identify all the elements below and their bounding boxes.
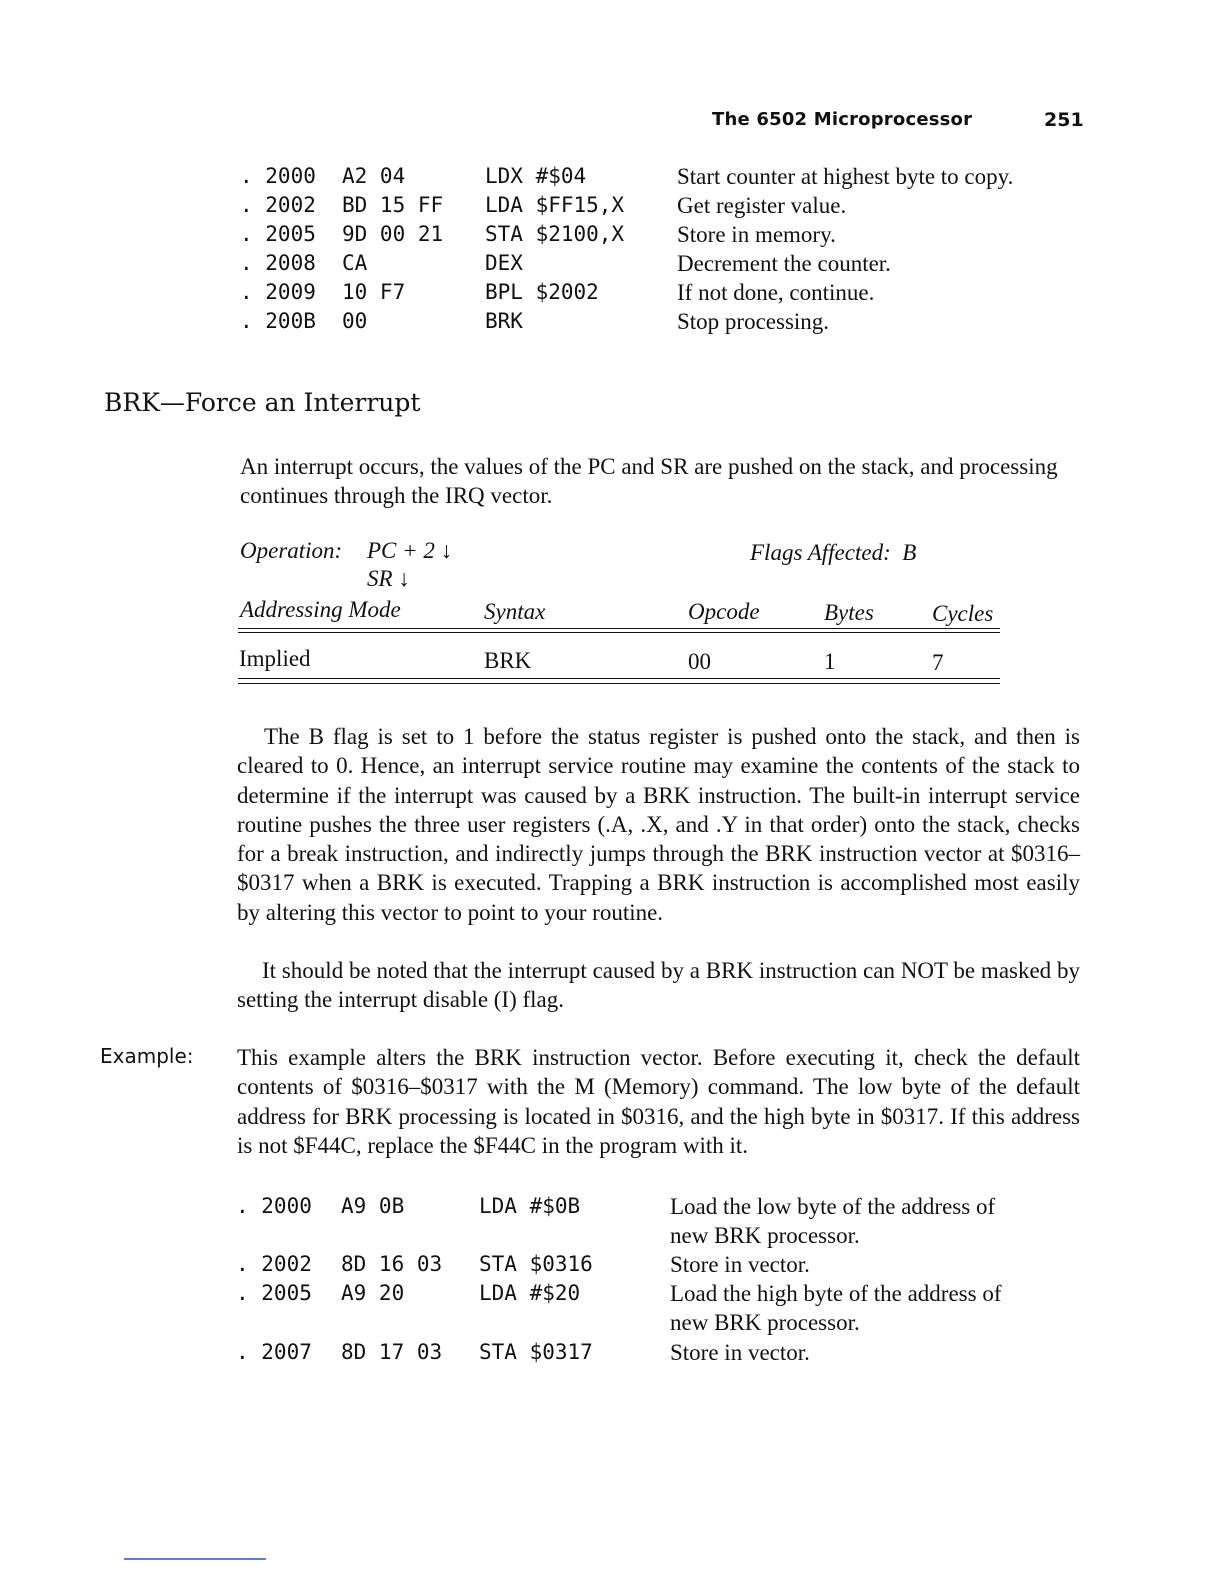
code-address: . 2007 xyxy=(236,1340,312,1364)
code-comment: Load the low byte of the address of xyxy=(670,1194,996,1219)
code-comment: Stop processing. xyxy=(677,309,830,334)
code-mnemonic: STA $2100,X xyxy=(485,222,625,246)
code-listing-2 xyxy=(236,1192,1096,1372)
code-mnemonic: LDA $FF15,X xyxy=(485,193,625,217)
code-mnemonic: BPL $2002 xyxy=(485,280,599,304)
operation-sr: SR ↓ xyxy=(367,566,410,591)
body-paragraph-2: It should be noted that the interrupt caused by a BRK instruction can NOT be masked by setting the interrupt disable (I) flag. xyxy=(237,958,1080,1013)
code-address: . 2009 xyxy=(240,280,316,304)
code-address: . 2005 xyxy=(240,222,316,246)
code-mnemonic: LDX #$04 xyxy=(485,164,587,188)
operation-label: Operation: xyxy=(240,538,343,563)
code-bytes: A9 20 xyxy=(341,1281,405,1305)
table-header-syntax: Syntax xyxy=(484,599,546,624)
code-mnemonic: DEX xyxy=(485,251,523,275)
footer-rule xyxy=(124,1558,266,1560)
code-address: . 2008 xyxy=(240,251,316,275)
code-line xyxy=(240,162,1100,191)
code-comment: Store in memory. xyxy=(677,222,836,247)
table-cell-cycles: 7 xyxy=(932,650,944,675)
code-comment-continued: new BRK processor. xyxy=(670,1223,860,1248)
table-header-addressing-mode: Addressing Mode xyxy=(240,597,401,622)
table-header-bytes: Bytes xyxy=(824,600,874,625)
operation-pc: PC + 2 ↓ xyxy=(367,538,453,563)
code-bytes: 00 xyxy=(342,309,368,333)
code-line xyxy=(240,278,1100,307)
table-cell-bytes: 1 xyxy=(824,649,836,674)
code-bytes: 8D 17 03 xyxy=(341,1340,443,1364)
code-address: . 2000 xyxy=(236,1194,312,1218)
code-address: . 2002 xyxy=(240,193,316,217)
table-header-cycles: Cycles xyxy=(932,601,994,626)
code-comment: Store in vector. xyxy=(670,1340,810,1365)
table-rule-top-2 xyxy=(238,632,1000,633)
code-mnemonic: STA $0316 xyxy=(479,1252,593,1276)
code-mnemonic: LDA #$0B xyxy=(479,1194,581,1218)
section-heading: BRK—Force an Interrupt xyxy=(104,388,421,417)
page-number: 251 xyxy=(1044,109,1084,131)
table-cell-opcode: 00 xyxy=(688,649,711,674)
code-comment: Get register value. xyxy=(677,193,847,218)
code-mnemonic: LDA #$20 xyxy=(479,1281,581,1305)
code-mnemonic: STA $0317 xyxy=(479,1340,593,1364)
code-line xyxy=(240,220,1100,249)
code-line xyxy=(240,191,1100,220)
code-comment: Start counter at highest byte to copy. xyxy=(677,164,1014,189)
code-comment: Decrement the counter. xyxy=(677,251,891,276)
flags-affected: Flags Affected: B xyxy=(750,540,917,565)
code-address: . 200B xyxy=(240,309,316,333)
code-bytes: A9 0B xyxy=(341,1194,405,1218)
code-comment: Load the high byte of the address of xyxy=(670,1281,1002,1306)
code-bytes: A2 04 xyxy=(342,164,406,188)
code-line xyxy=(240,307,1100,336)
code-mnemonic: BRK xyxy=(485,309,523,333)
body-paragraph-1: The B flag is set to 1 before the status register is pushed onto the stack, and then is cleared to 0. Hence, an interrupt service routine may examine the contents of the stack to determine if the interrupt was caused by a BRK instruction. The built-in interrupt service routine pushes the three user registers (.A, .X, and .Y in that order) onto the stack, checks for a break instruction, and indirectly jumps through the BRK instruction vector at $0316–$0317 when a BRK is executed. Trapping a BRK instruction is accomplished most easily by altering this vector to point to your routine. xyxy=(237,724,1080,925)
code-bytes: 9D 00 21 xyxy=(342,222,444,246)
code-bytes: CA xyxy=(342,251,368,275)
code-bytes: 8D 16 03 xyxy=(341,1252,443,1276)
intro-paragraph: An interrupt occurs, the values of the PC and SR are pushed on the stack, and processing continues through the IRQ vector. xyxy=(240,454,1058,508)
code-listing-1 xyxy=(240,162,1100,336)
table-cell-syntax: BRK xyxy=(484,648,532,673)
running-header-title: The 6502 Microprocessor xyxy=(712,109,973,130)
code-comment: Store in vector. xyxy=(670,1252,810,1277)
code-comment-continued: new BRK processor. xyxy=(670,1310,860,1335)
code-comment: If not done, continue. xyxy=(677,280,875,305)
code-line xyxy=(240,249,1100,278)
table-cell-mode: Implied xyxy=(239,646,311,671)
example-paragraph: This example alters the BRK instruction vector. Before executing it, check the default contents of $0316–$0317 with the M (Memory) command. The low byte of the default address for BRK processing is located in $0316, and the high byte in $0317. If this address is not $F44C, replace the $F44C in the program with it. xyxy=(237,1045,1080,1158)
table-rule-bottom-1 xyxy=(238,678,1000,679)
code-bytes: BD 15 FF xyxy=(342,193,444,217)
code-bytes: 10 F7 xyxy=(342,280,406,304)
code-address: . 2005 xyxy=(236,1281,312,1305)
code-address: . 2000 xyxy=(240,164,316,188)
table-header-opcode: Opcode xyxy=(688,599,760,624)
table-rule-bottom-2 xyxy=(238,683,1000,684)
example-label: Example: xyxy=(100,1044,194,1068)
table-rule-top-1 xyxy=(238,628,1000,629)
code-address: . 2002 xyxy=(236,1252,312,1276)
